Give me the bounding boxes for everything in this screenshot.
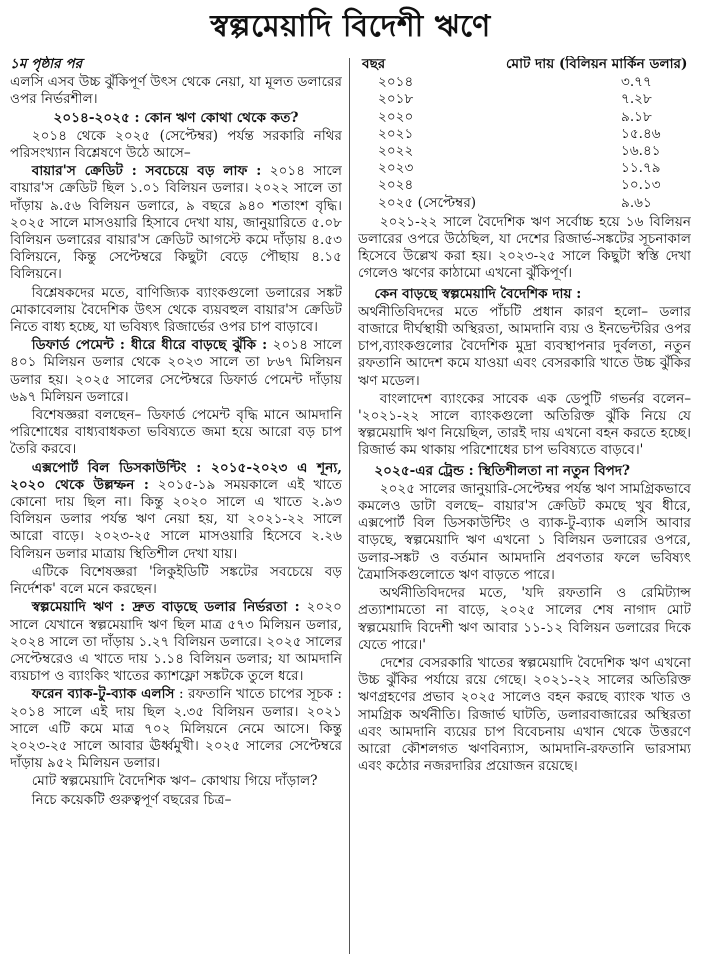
paragraph-text: ২০২০ সালে যেখানে স্বল্পমেয়াদি ঋণ ছিল মাত্র ৫৭৩ মিলিয়ন ডলার, ২০২৪ সালে তা দাঁড়ায় ১.২৭ বিলিয়ন ডলারে। ২০২৫ সালের সেপ্টেম্বরেও এ খাতে দায় ১.১৪ বিলিয়ন ডলার; যা আমদানি ব্যয়চাপ ও ব্যাংকিং খাতের ক্যাশফ্লো সঙ্কটকে তুলে ধরে।	[10, 599, 342, 685]
paragraph-lead: বায়ার'স ক্রেডিট : সবচেয়ে বড় লাফ :	[31, 163, 262, 180]
table-value: ৯.৬১	[621, 194, 652, 211]
back-to-back-paragraph	[10, 686, 342, 772]
table-row	[358, 195, 691, 212]
table-header-total: মোট দায় (বিলিয়ন মার্কিন ডলার)	[506, 56, 688, 72]
short-term-paragraph	[10, 599, 342, 685]
section-heading: ২০১৪-২০২৫ : কোন ঋণ কোথা থেকে কত?	[53, 109, 299, 126]
table-year: ২০২৩	[378, 160, 414, 177]
table-year: ২০১৮	[378, 91, 414, 108]
experts-deferred-paragraph: বিশেষজ্ঞরা বলছেন– ডিফার্ড পেমেন্ট বৃদ্ধি মানে আমদানি পরিশোধের বাধ্যবাধকতা ভবিষ্যতে জমা হয়ে আরো বড় চাপ তৈরি করবে।	[10, 407, 342, 458]
key-years-paragraph: নিচে কয়েকটি গুরুত্বপূর্ণ বছরের চিত্র–	[31, 791, 232, 808]
buyers-credit-paragraph	[10, 163, 342, 283]
peak-paragraph: ২০২১-২২ সালে বৈদেশিক ঋণ সর্বোচ্চ হয়ে ১৬ বিলিয়ন ডলারের ওপরে উঠেছিল, যা দেশের রিজার্ভ-সঙ্কটের সূচনাকাল হিসেবে উল্লেখ করা হয়। ২০২৩-২৫ সালে কিছুটা স্বস্তি দেখা গেলেও ঋণের কাঠামো এখনো ঝুঁকিপূর্ণ।	[358, 213, 691, 282]
analysts-paragraph: বিশ্লেষকদের মতে, বাণিজ্যিক ব্যাংকগুলো ডলারের সঙ্কট মোকাবেলায় বৈদেশিক উৎস থেকে ব্যয়বহুল বায়ার'স ক্রেডিট নিতে বাধ্য হচ্ছে, যা ভবিষ্যৎ রিজার্ভের ওপর চাপ বাড়াবে।	[10, 284, 342, 336]
paragraph-lead: ফরেন ব্যাক-টু-ব্যাক এলসি	[31, 686, 175, 703]
total-question-paragraph: মোট স্বল্পমেয়াদি বৈদেশিক ঋণ– কোথায় গিয়ে দাঁড়াল?	[31, 773, 318, 790]
table-value: ৯.১৮	[621, 108, 652, 125]
table-row	[358, 143, 691, 160]
experts-liquidity-paragraph: এটিকে বিশেষজ্ঞরা 'লিকুইডিটি সঙ্কটের সবচেয়ে বড় নির্দেশক' বলে মনে করছেন।	[10, 563, 342, 598]
table-header-year: বছর	[362, 56, 386, 72]
table-row	[358, 177, 691, 194]
table-header	[358, 56, 691, 73]
right-column	[358, 56, 691, 954]
conclusion-paragraph: দেশের বেসরকারি খাতের স্বল্পমেয়াদি বৈদেশিক ঋণ এখনো উচ্চ ঝুঁকির পর্যায়ে রয়ে গেছে। ২০২১-২২ সালের অতিরিক্ত ঋণগ্রহণের প্রভাব ২০২৫ সালেও বহন করছে ব্যাংক খাত ও সামগ্রিক অর্থনীতি। রিজার্ভ ঘাটতি, ডলারবাজারের অস্থিরতা এবং আমদানি ব্যয়ের চাপ বিবেচনায় এখান থেকে উত্তরণে আরো কৌশলগত ঋণবিন্যাস, আমদানি-রফতানি ভারসাম্য এবং কঠোর নজরদারির প্রয়োজন রয়েছে।	[358, 654, 691, 775]
paragraph-text: ২০১৫-১৯ সময়কালে এই খাতে কোনো দায় ছিল না। কিন্তু ২০২০ সালে এ খাতে ২.৯৩ বিলিয়ন ডলার পর্যন্ত ঋণ নেয়া হয়, যা ২০২১-২২ সালে আরো বাড়ে। ২০২৩-২৫ সালে মাসওয়ারি হিসেবে ২.২৬ বিলিয়ন ডলার মাত্রায় স্থিতিশীল দেখা যায়।	[10, 476, 342, 562]
table-row	[358, 91, 691, 108]
table-value: ১০.১৩	[621, 177, 661, 194]
paragraph-lead: ডিফার্ড পেমেন্ট : ধীরে ধীরে বাড়ছে ঝুঁকি :	[31, 337, 268, 354]
trend-heading: ২০২৫-এর ট্রেন্ড : স্থিতিশীলতা না নতুন বিপদ?	[374, 462, 630, 479]
table-year: ২০২১	[378, 125, 414, 142]
deputy-quote-paragraph: বাংলাদেশ ব্যাংকের সাবেক এক ডেপুটি গভর্নর বলেন– '২০২১-২২ সালে ব্যাংকগুলো অতিরিক্ত ঝুঁকি নিয়ে যে স্বল্পমেয়াদি ঋণ নিয়েছিল, তারই দায় এখনো বহন করতে হচ্ছে। রিজার্ভ কম থাকায় পরিশোধের চাপ ভবিষ্যতে বাড়বে।'	[358, 390, 691, 459]
paragraph-lead: এক্সপোর্ট বিল ডিসকাউন্টিং : ২০১৫-২০২৩ এ শূন্য, ২০২০ থেকে উল্লম্ফন :	[10, 459, 342, 493]
table-row	[358, 126, 691, 143]
trend-paragraph: ২০২৫ সালের জানুয়ারি-সেপ্টেম্বর পর্যন্ত ঋণ সামগ্রিকভাবে কমলেও ডাটা বলছে– বায়ার'স ক্রেডিট কমছে খুব ধীরে, এক্সপোর্ট বিল ডিসকাউন্টিং ও ব্যাক-টু-ব্যাক এলসি আবার বাড়ছে, স্বল্পমেয়াদি ঋণ এখনো ১ বিলিয়ন ডলারের ওপরে, ডলার-সঙ্কট ও বর্তমান আমদানি প্রবণতার ফলে ভবিষ্যৎ ত্রৈমাসিকগুলোতে ঋণ বাড়তে পারে।	[358, 480, 691, 583]
overview-paragraph: ২০১৪ থেকে ২০২৫ (সেপ্টেম্বর) পর্যন্ত সরকারি নথির পরিসংখ্যান বিশ্লেষণে উঠে আসে–	[10, 127, 342, 162]
debt-table	[358, 56, 691, 212]
table-year: ২০২২	[378, 143, 414, 160]
paragraph-text: ২০১৪ সালে বায়ার'স ক্রেডিট ছিল ১.০১ বিলিয়ন ডলার। ২০২২ সালে তা দাঁড়ায় ৯.৫৬ বিলিয়ন ডলারে, ৯ বছরে ৯৪০ শতাংশ বৃদ্ধি। ২০২৫ সালে মাসওয়ারি হিসাবে দেখা যায়, জানুয়ারিতে ৫.০৮ বিলিয়ন ডলারের বায়ার'স ক্রেডিট আগস্টে কমে দাঁড়ায় ৪.৫৩ বিলিয়নে, কিন্তু সেপ্টেম্বরে কিছুটা বেড়ে পৌছায় ৪.১৫ বিলিয়নে।	[10, 163, 342, 283]
intro-paragraph: এলসি এসব উচ্চ ঝুঁকিপূর্ণ উৎস থেকে নেয়া, যা মূলত ডলারের ওপর নির্ভরশীল।	[10, 74, 342, 108]
table-year: ২০১৪	[378, 74, 414, 91]
why-heading: কেন বাড়ছে স্বল্পমেয়াদি বৈদেশিক দায় :	[374, 285, 582, 302]
paragraph-text: ২০১৪ সালে ৪০১ মিলিয়ন ডলার থেকে ২০২৩ সালে তা ৮৬৭ মিলিয়ন ডলার হয়। ২০২৫ সালের সেপ্টেম্বরে ডিফার্ড পেমেন্ট দাঁড়ায় ৬৯৭ মিলিয়ন ডলারে।	[10, 337, 342, 405]
export-bill-paragraph	[10, 460, 342, 563]
paragraph-text: : রফতানি খাতে চাপের সূচক : ২০১৪ সালে এই দায় ছিল ২.৩৫ বিলিয়ন ডলার। ২০২১ সালে এটি কমে মাত্র ৭০২ মিলিয়নে নেমে আসে। কিন্তু ২০২৩-২৫ সালে আবার ঊর্ধ্বমুখী। ২০২৫ সালের সেপ্টেম্বরে দাঁড়ায় ৯৫২ মিলিয়ন ডলার।	[10, 686, 342, 772]
table-row	[358, 74, 691, 91]
paragraph-lead: স্বল্পমেয়াদি ঋণ : দ্রুত বাড়ছে ডলার নির্ভরতা :	[31, 599, 300, 616]
article-title: স্বল্পমেয়াদি বিদেশী ঋণে	[210, 9, 491, 44]
table-year: ২০২৪	[378, 177, 414, 194]
table-value: ১৬.৪১	[621, 143, 661, 160]
table-year: ২০২৫ (সেপ্টেম্বর)	[378, 194, 477, 211]
column-divider	[349, 58, 350, 954]
table-value: ১৫.৪৬	[621, 125, 661, 142]
forecast-paragraph: অর্থনীতিবিদদের মতে, 'যদি রফতানি ও রেমিট্যান্স প্রত্যাশামতো না বাড়ে, ২০২৫ সালের শেষ নাগাদ মোট স্বল্পমেয়াদি বিদেশী ঋণ আবার ১১-১২ বিলিয়ন ডলারের দিকে যেতে পারে।'	[358, 585, 691, 653]
table-value: ৩.৭৭	[621, 74, 652, 91]
deferred-payment-paragraph	[10, 337, 342, 406]
continued-label: ১ম পৃষ্ঠার পর	[10, 56, 83, 72]
table-value: ৭.২৮	[621, 91, 652, 108]
why-paragraph: অর্থনীতিবিদদের মতে পাঁচটি প্রধান কারণ হলো– ডলার বাজারে দীর্ঘস্থায়ী অস্থিরতা, আমদানি ব্যয় ও ইনভেন্টরির ওপর চাপ,ব্যাংকগুলোর বৈদেশিক মুদ্রা ব্যবস্থাপনার দুর্বলতা, নতুন রফতানি আদেশ কমে যাওয়া এবং বেসরকারি খাতে উচ্চ ঝুঁকির ঋণ মডেল।	[358, 303, 691, 389]
left-column	[10, 56, 342, 954]
table-value: ১১.৭৯	[621, 160, 661, 177]
table-row	[358, 160, 691, 177]
table-row	[358, 109, 691, 126]
table-year: ২০২০	[378, 108, 414, 125]
